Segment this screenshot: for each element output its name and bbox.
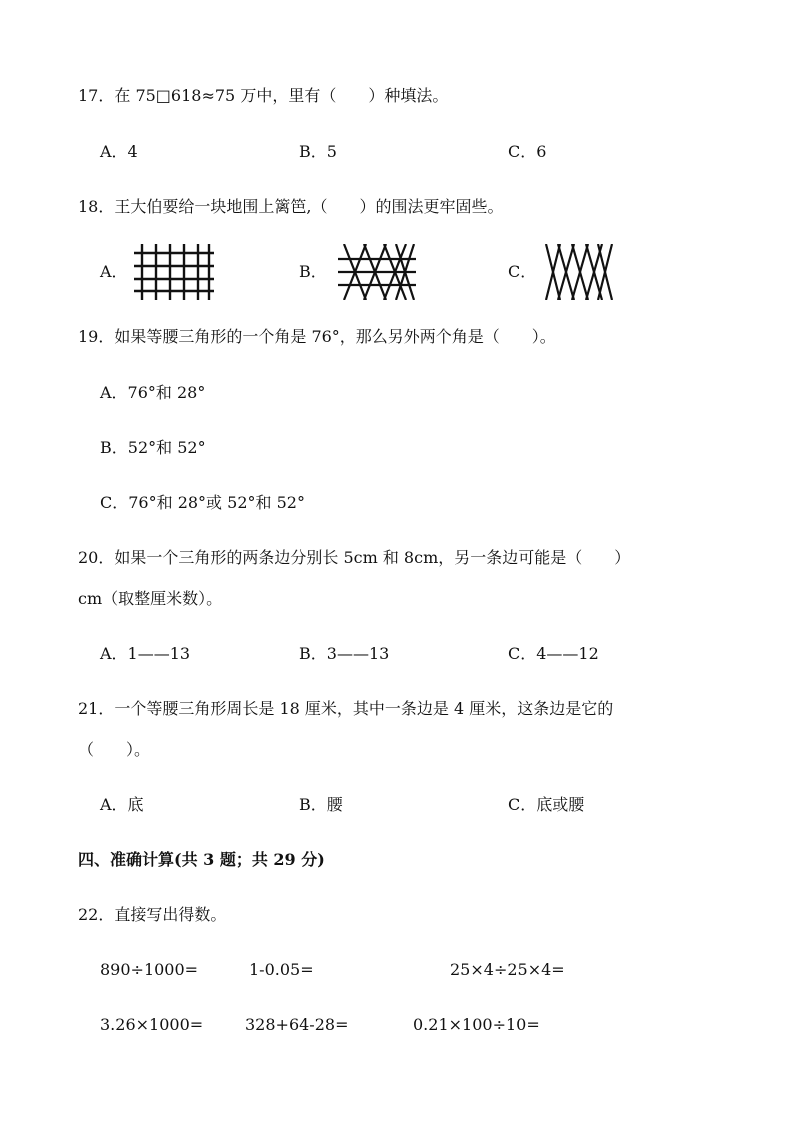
question-21-stem-line1: 21．一个等腰三角形周长是 18 厘米，其中一条边是 4 厘米，这条边是它的 xyxy=(78,699,614,718)
question-21-stem-line2: （ ）。 xyxy=(78,740,151,759)
q17-option-c: C．6 xyxy=(508,142,547,161)
calc-item: 0.21×100÷10= xyxy=(413,1015,540,1034)
question-17-stem: 17．在 75□618≈75 万中，里有（ ）种填法。 xyxy=(78,86,449,105)
question-22-stem: 22．直接写出得数。 xyxy=(78,905,227,924)
q21-option-a: A．底 xyxy=(100,795,144,814)
q20-option-b: B．3——13 xyxy=(299,644,390,663)
question-20-stem-line1: 20．如果一个三角形的两条边分别长 5cm 和 8cm，另一条边可能是（ ） xyxy=(78,548,631,567)
fence-grid-figure xyxy=(134,244,214,300)
q21-option-b: B．腰 xyxy=(299,795,343,814)
q18-option-c: C． xyxy=(508,262,537,281)
fence-cross-figure xyxy=(338,244,416,300)
calc-item: 328+64-28= xyxy=(245,1015,349,1034)
calc-item: 1-0.05= xyxy=(249,960,314,979)
q17-option-b: B．5 xyxy=(299,142,337,161)
question-18-stem: 18．王大伯要给一块地围上篱笆,（ ）的围法更牢固些。 xyxy=(78,197,504,216)
q19-option-c: C．76°和 28°或 52°和 52° xyxy=(100,493,305,512)
question-19-stem: 19．如果等腰三角形的一个角是 76°，那么另外两个角是（ ）。 xyxy=(78,327,556,346)
calc-item: 3.26×1000= xyxy=(100,1015,204,1034)
fence-zigzag-figure xyxy=(544,244,614,300)
section-heading: 四、准确计算(共 3 题；共 29 分) xyxy=(78,850,325,869)
calc-item: 25×4÷25×4= xyxy=(450,960,565,979)
question-20-stem-line2: cm（取整厘米数）。 xyxy=(78,589,223,608)
q19-option-b: B．52°和 52° xyxy=(100,438,206,457)
q17-option-a: A．4 xyxy=(100,142,138,161)
q18-option-a: A． xyxy=(100,262,128,281)
q21-option-c: C．底或腰 xyxy=(508,795,585,814)
q20-option-c: C．4——12 xyxy=(508,644,599,663)
calc-item: 890÷1000= xyxy=(100,960,199,979)
q20-option-a: A．1——13 xyxy=(100,644,191,663)
q19-option-a: A．76°和 28° xyxy=(100,383,206,402)
q18-option-b: B． xyxy=(299,262,327,281)
